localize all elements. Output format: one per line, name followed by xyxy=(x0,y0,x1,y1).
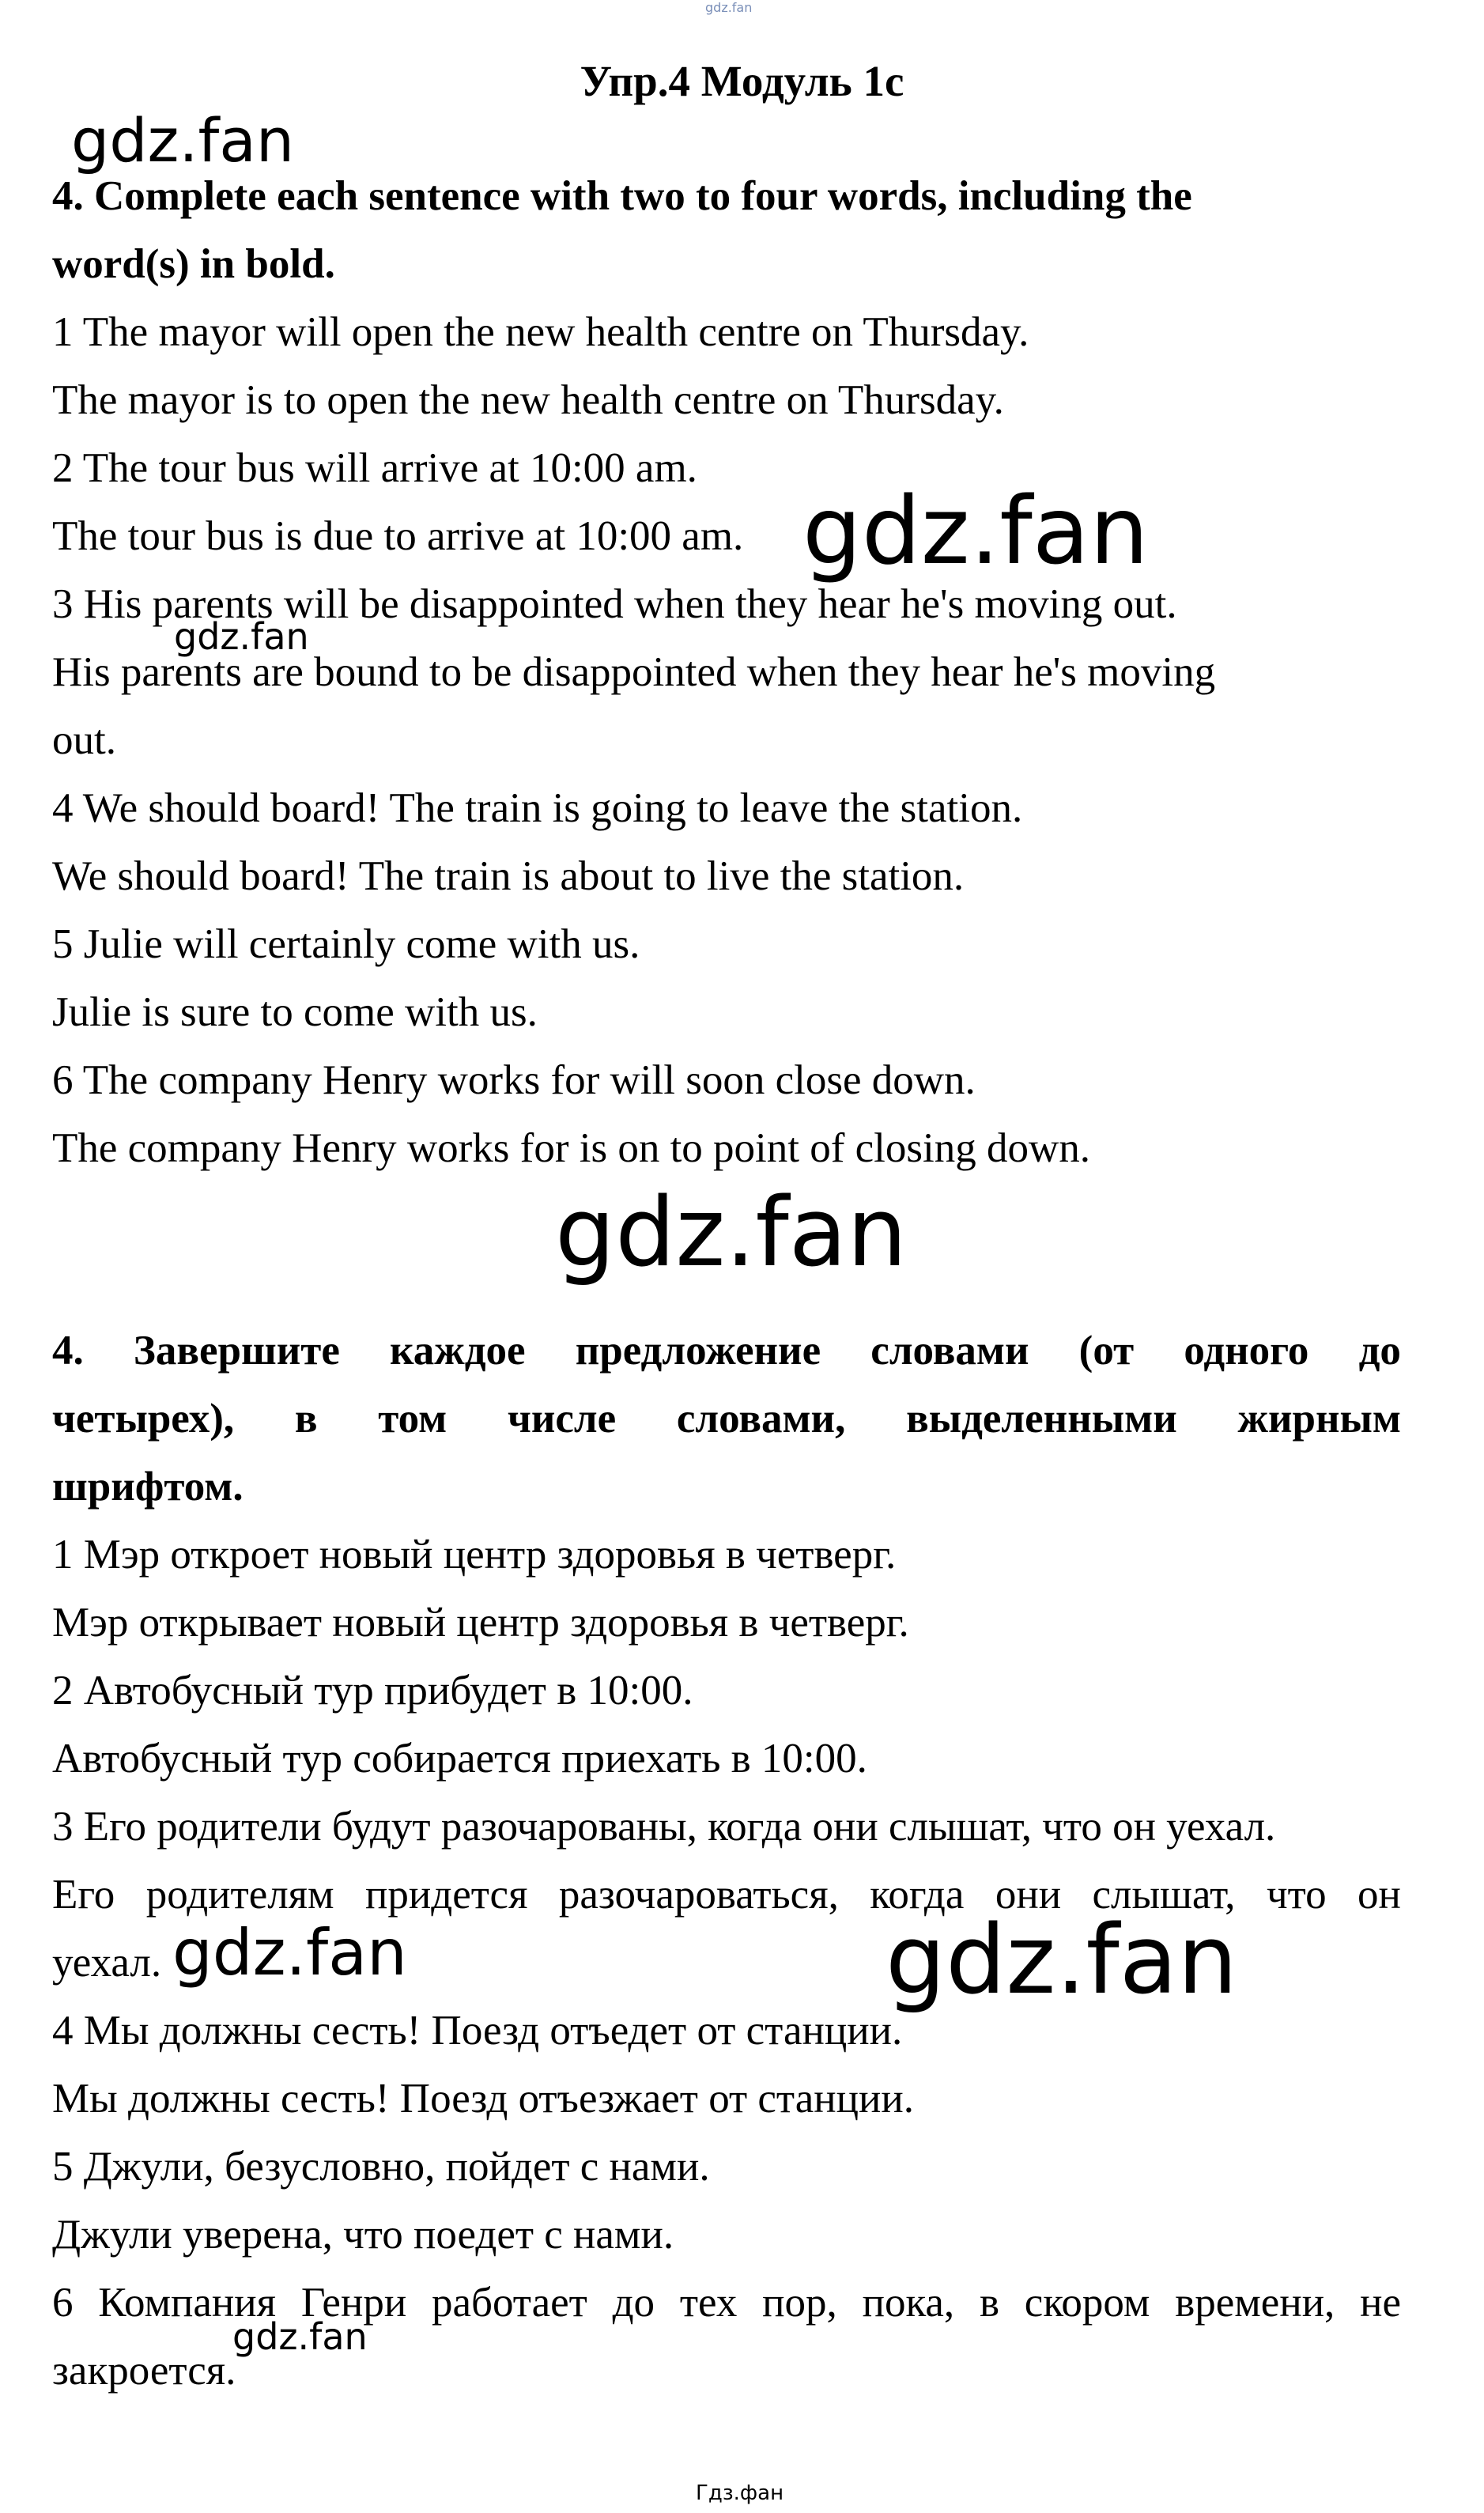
russian-task-line-1 xyxy=(52,1317,1401,1385)
english-line: The mayor is to open the new health centre on Thursday. xyxy=(52,377,1004,423)
watermark: gdz.fan xyxy=(885,1906,1238,2016)
word: четырех), xyxy=(52,1396,235,1442)
footer-watermark: Гдз.фан xyxy=(696,2481,784,2505)
english-line: The tour bus is due to arrive at 10:00 am. xyxy=(52,513,744,559)
watermark: gdz.fan xyxy=(172,1916,407,1990)
word: (от xyxy=(1078,1328,1135,1374)
word: Компания xyxy=(98,2280,277,2326)
russian-line: 1 Мэр откроет новый центр здоровья в четверг. xyxy=(52,1532,897,1578)
word: не xyxy=(1360,2280,1401,2326)
watermark: gdz.fan xyxy=(232,2315,368,2358)
english-line: 2 The tour bus will arrive at 10:00 am. xyxy=(52,445,697,491)
word: тех xyxy=(679,2280,738,2326)
english-line: Julie is sure to come with us. xyxy=(52,989,538,1035)
word: пор, xyxy=(762,2280,837,2326)
word: жирным xyxy=(1237,1396,1401,1442)
word: каждое xyxy=(390,1328,526,1374)
word: Завершите xyxy=(133,1328,340,1374)
english-line: 3 His parents will be disappointed when they hear he's moving out. xyxy=(52,581,1177,627)
word: скором xyxy=(1024,2280,1150,2326)
word: одного xyxy=(1184,1328,1309,1374)
english-line: 1 The mayor will open the new health centre on Thursday. xyxy=(52,309,1029,355)
russian-line: уехал. xyxy=(52,1940,162,1986)
russian-task-line-3: шрифтом. xyxy=(52,1464,244,1510)
english-line: We should board! The train is about to live the station. xyxy=(52,853,965,899)
word: до xyxy=(612,2280,655,2326)
english-line: 5 Julie will certainly come with us. xyxy=(52,921,640,967)
english-task-line-1: 4. Complete each sentence with two to four words, including the xyxy=(52,173,1192,219)
word: словами xyxy=(870,1328,1029,1374)
word: слышат, xyxy=(1092,1872,1236,1918)
russian-line: 3 Его родители будут разочарованы, когда они слышат, что он уехал. xyxy=(52,1804,1276,1850)
word: Его xyxy=(52,1872,115,1918)
word: числе xyxy=(507,1396,617,1442)
russian-line: 5 Джули, безусловно, пойдет с нами. xyxy=(52,2144,710,2190)
english-task-line-2: word(s) in bold. xyxy=(52,241,335,287)
page-title: Упр.4 Модуль 1с xyxy=(580,57,904,105)
word: в xyxy=(979,2280,999,2326)
watermark: gdz.fan xyxy=(174,615,309,658)
word: 6 xyxy=(52,2280,74,2326)
word: словами, xyxy=(676,1396,846,1442)
russian-line: Автобусный тур собирается приехать в 10:00. xyxy=(52,1736,867,1782)
word: разочароваться, xyxy=(558,1872,839,1918)
header-watermark: gdz.fan xyxy=(705,0,753,15)
word: том xyxy=(378,1396,447,1442)
english-line: His parents are bound to be disappointed when they hear he's moving xyxy=(52,649,1216,695)
word: они xyxy=(995,1872,1062,1918)
watermark: gdz.fan xyxy=(555,1178,908,1288)
watermark: gdz.fan xyxy=(71,105,295,176)
english-line: 4 We should board! The train is going to leave the station. xyxy=(52,785,1023,831)
russian-line: Мы должны сесть! Поезд отъезжает от станции. xyxy=(52,2076,914,2122)
word: Генри xyxy=(300,2280,407,2326)
word: 4. xyxy=(52,1328,84,1374)
english-line: out. xyxy=(52,717,116,763)
watermark: gdz.fan xyxy=(802,476,1149,585)
word: в xyxy=(294,1396,318,1442)
word: он xyxy=(1358,1872,1401,1918)
word: когда xyxy=(870,1872,965,1918)
english-line: The company Henry works for is on to point of closing down. xyxy=(52,1125,1091,1171)
word: что xyxy=(1266,1872,1327,1918)
russian-line: 2 Автобусный тур прибудет в 10:00. xyxy=(52,1668,693,1714)
russian-line: 4 Мы должны сесть! Поезд отъедет от станции. xyxy=(52,2008,903,2054)
word: до xyxy=(1358,1328,1401,1374)
word: времени, xyxy=(1175,2280,1335,2326)
word: придется xyxy=(365,1872,528,1918)
russian-task-line-2 xyxy=(52,1385,1401,1453)
russian-line: Мэр открывает новый центр здоровья в четверг. xyxy=(52,1600,909,1646)
russian-line: Джули уверена, что поедет с нами. xyxy=(52,2212,674,2258)
word: пока, xyxy=(862,2280,955,2326)
russian-line: закроется. xyxy=(52,2348,236,2394)
word: родителям xyxy=(145,1872,334,1918)
word: выделенными xyxy=(906,1396,1177,1442)
word: предложение xyxy=(575,1328,821,1374)
english-line: 6 The company Henry works for will soon close down. xyxy=(52,1057,976,1103)
word: работает xyxy=(431,2280,587,2326)
